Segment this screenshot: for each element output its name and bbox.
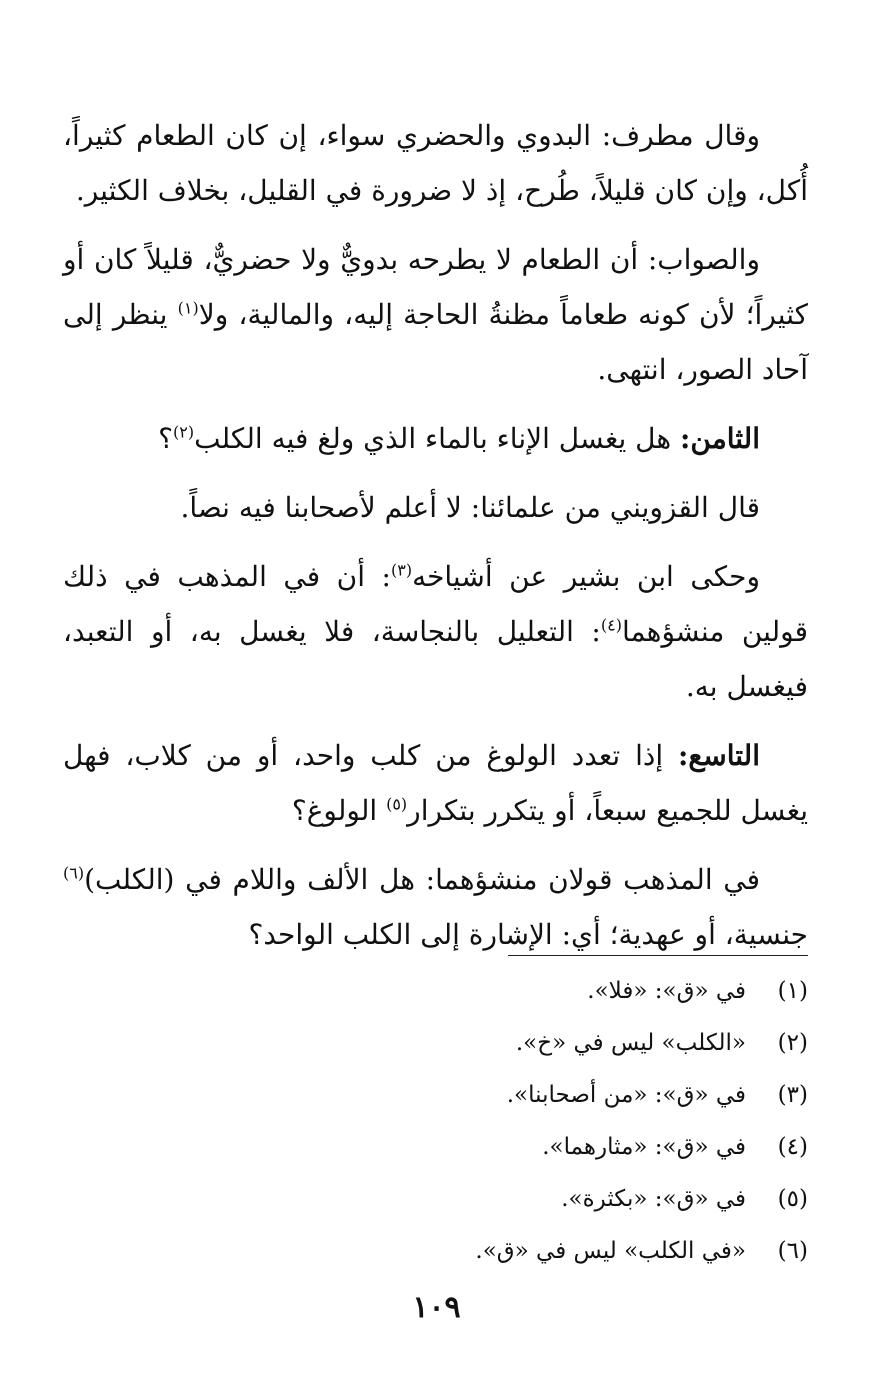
paragraph — [63, 108, 808, 218]
footnotes — [63, 965, 808, 1277]
footnote-divider — [508, 955, 808, 956]
footnote — [63, 1121, 808, 1173]
paragraph-text: وقال مطرف: البدوي والحضري سواء، إن كان الطعام كثيراً، أُكل، وإن كان قليلاً، طُرح، إذ لا ضرورة في القليل، بخلاف الكثير. — [63, 119, 808, 207]
paragraph-text: ينظر إلى آحاد الصور، انتهى. — [63, 298, 808, 386]
section-label: الثامن: — [680, 422, 760, 455]
paragraph — [63, 411, 808, 466]
paragraph — [63, 549, 808, 714]
paragraph-text: والصواب: أن الطعام لا يطرحه بدويٌّ ولا حضريٌّ، قليلاً كان أو كثيراً؛ لأن كونه طعاماً مظنةُ الحاجة إليه، والمالية، ولا — [63, 243, 809, 331]
footnote — [63, 965, 808, 1017]
paragraph-text: قال القزويني من علمائنا: لا أعلم لأصحابنا فيه نصاً. — [180, 491, 760, 524]
paragraph-text: ؟ — [158, 422, 174, 455]
main-text — [63, 108, 808, 976]
footnote-text: «الكلب» ليس في «خ». — [515, 1030, 746, 1056]
footnote-number: (٥) — [777, 1186, 808, 1212]
footnote — [63, 1017, 808, 1069]
footnote-ref: (٣) — [390, 560, 413, 580]
paragraph-text: في المذهب قولان منشؤهما: هل الألف واللام في (الكلب) — [84, 863, 760, 896]
footnote — [63, 1173, 808, 1225]
paragraph-text: : أن في المذهب في ذلك قولين منشؤهما — [63, 560, 808, 648]
footnote-ref: (٤) — [600, 615, 622, 635]
page-number: ١٠٩ — [412, 1290, 461, 1325]
footnote-text: «في الكلب» ليس في «ق». — [475, 1238, 746, 1264]
paragraph-text: هل يغسل الإناء بالماء الذي ولغ فيه الكلب — [194, 422, 681, 455]
footnote-number: (١) — [777, 978, 808, 1004]
footnote-text: في «ق»: «بكثرة». — [561, 1186, 746, 1212]
paragraph-text: : التعليل بالنجاسة، فلا يغسل به، أو التعبد، فيغسل به. — [63, 615, 808, 703]
section-label: التاسع: — [678, 739, 760, 772]
paragraph-text: الولوغ؟ — [291, 794, 387, 827]
footnote-ref: (١) — [177, 298, 199, 318]
footnote — [63, 1225, 808, 1277]
footnote-ref: (٦) — [63, 863, 85, 883]
footnote-ref: (٥) — [386, 794, 408, 814]
footnote-text: في «ق»: «فلا». — [587, 978, 746, 1004]
footnote-text: في «ق»: «من أصحابنا». — [506, 1082, 746, 1108]
footnote-ref: (٢) — [173, 422, 195, 442]
paragraph — [63, 232, 808, 397]
footnote-text: في «ق»: «مثارهما». — [542, 1134, 746, 1160]
paragraph-text: إذا تعدد الولوغ من كلب واحد، أو من كلاب، فهل يغسل للجميع سبعاً، أو يتكرر بتكرار — [63, 739, 808, 827]
paragraph — [63, 852, 808, 962]
footnote — [63, 1069, 808, 1121]
paragraph-text: وحكى ابن بشير عن أشياخه — [412, 560, 760, 593]
footnote-number: (٢) — [777, 1030, 808, 1056]
footnote-number: (٦) — [777, 1238, 808, 1264]
paragraph — [63, 728, 808, 838]
paragraph — [63, 480, 808, 535]
paragraph-text: جنسية، أو عهدية؛ أي: الإشارة إلى الكلب الواحد؟ — [248, 918, 808, 951]
footnote-number: (٣) — [777, 1082, 808, 1108]
footnote-number: (٤) — [777, 1134, 808, 1160]
